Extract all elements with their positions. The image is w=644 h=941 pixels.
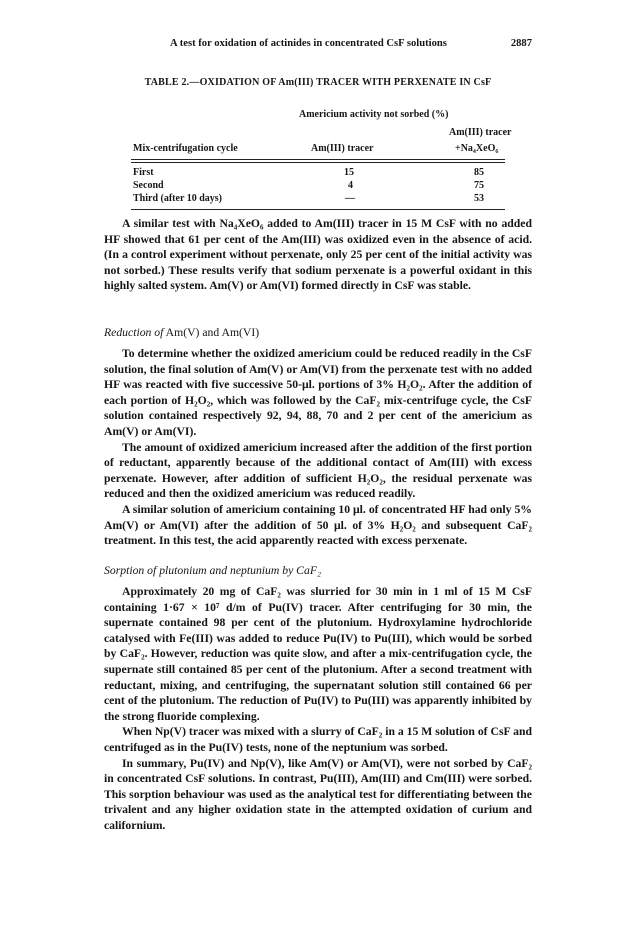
heading-upright-part: Am(V) and Am(VI) [163, 326, 260, 339]
table-col-header-cycle: Mix-centrifugation cycle [133, 143, 238, 154]
section-heading-sorption: Sorption of plutonium and neptunium by CaF₂ [104, 564, 322, 577]
table-cell-cycle: Third (after 10 days) [133, 193, 222, 204]
table-cell-tracer: — [345, 193, 355, 204]
paragraph-perxenate-test [104, 216, 532, 294]
paragraph: The amount of oxidized americium increased after the addition of the first portion of reductant, apparently because of the additional contact of Am(III) with excess perxenate. However, after addition of sufficient H₂O₂, the residual perxenate was reduced and then the oxidized americium was reduced readily. [104, 440, 532, 501]
section-heading-reduction [104, 326, 259, 339]
table-col-header-perxenate-line1: Am(III) tracer [449, 127, 512, 138]
paragraph: A similar solution of americium containing 10 μl. of concentrated HF had only 5% Am(V) or Am(VI) after the addition of 50 μl. of 3% H₂O₂ and subsequent CaF₂ treatment. In this test, the acid apparently reacted with excess perxenate. [104, 502, 532, 548]
table-cell-cycle: First [133, 167, 154, 178]
page-number: 2887 [510, 38, 532, 49]
table-group-header: Americium activity not sorbed (%) [299, 109, 449, 120]
table-cell-perxenate: 53 [474, 193, 484, 204]
table-col-header-tracer: Am(III) tracer [311, 143, 374, 154]
table-cell-cycle: Second [133, 180, 164, 191]
running-head-title: A test for oxidation of actinides in concentrated CsF solutions [170, 38, 447, 49]
section-reduction-body [104, 346, 532, 549]
table-cell-tracer: 15 [344, 167, 354, 178]
table-cell-tracer: 4 [348, 180, 353, 191]
table-caption: TABLE 2.—OXIDATION OF Am(III) TRACER WITH PERXENATE IN CsF [144, 77, 492, 88]
table-rule [131, 159, 505, 160]
table-cell-perxenate: 85 [474, 167, 484, 178]
section-sorption-body [104, 584, 532, 834]
paragraph: When Np(V) tracer was mixed with a slurry of CaF₂ in a 15 M solution of CsF and centrifuged as in the Pu(IV) tests, none of the neptunium was sorbed. [104, 725, 532, 754]
table-col-header-perxenate-line2: +Na₄XeO₆ [455, 143, 499, 154]
paragraph: A similar test with Na₄XeO₆ added to Am(III) tracer in 15 M CsF with no added HF showed that 61 per cent of the Am(III) was oxidized even in the absence of acid. (In a control experiment without perxenate, only 25 per cent of the initial activity was not sorbed.) These results verify that sodium perxenate is a powerful oxidant in this highly salted system. Am(V) or Am(VI) formed directly in CsF was stable. [104, 217, 532, 293]
paragraph: In summary, Pu(IV) and Np(V), like Am(V) or Am(VI), were not sorbed by CaF₂ in concentrated CsF solutions. In contrast, Pu(III), Am(III) and Cm(III) were sorbed. This sorption behaviour was used as the analytical test for differentiating between the trivalent and any higher oxidation state in the attempted oxidation of curium and californium. [104, 756, 532, 832]
paragraph: To determine whether the oxidized americium could be reduced readily in the CsF solution, the final solution of Am(V) or Am(VI) from the perxenate test with no added HF was reacted with five successive 50-μl. portions of 3% H₂O₂. After the addition of each portion of H₂O₂, which was followed by the CaF₂ mix-centrifuge cycle, the CsF solution contained respectively 92, 94, 88, 70 and 2 per cent of the americium as Am(V) or Am(VI). [104, 347, 532, 438]
table-cell-perxenate: 75 [474, 180, 484, 191]
table-bottom-rule [131, 209, 505, 210]
paragraph: Approximately 20 mg of CaF₂ was slurried for 30 min in 1 ml of 15 M CsF containing 1·67 × 10⁷ d/m of Pu(IV) tracer. After centrifuging for 30 min, the supernate contained 98 per cent of the plutonium. Hydroxylamine hydrochloride catalysed with Fe(III) was added to reduce Pu(IV) to Pu(III), which would be sorbed by CaF₂. However, reduction was quite slow, and after a mix-centrifugation cycle, the supernate still contained 85 per cent of the plutonium. After a second treatment with reductant, mixing, and centrifuging, the supernatant solution still contained 66 per cent of the plutonium. The reduction of Pu(IV) to Pu(III) was apparently inhibited by the strong fluoride complexing. [104, 585, 532, 723]
table-rule [131, 162, 505, 163]
heading-italic-part: Reduction of [104, 326, 164, 339]
